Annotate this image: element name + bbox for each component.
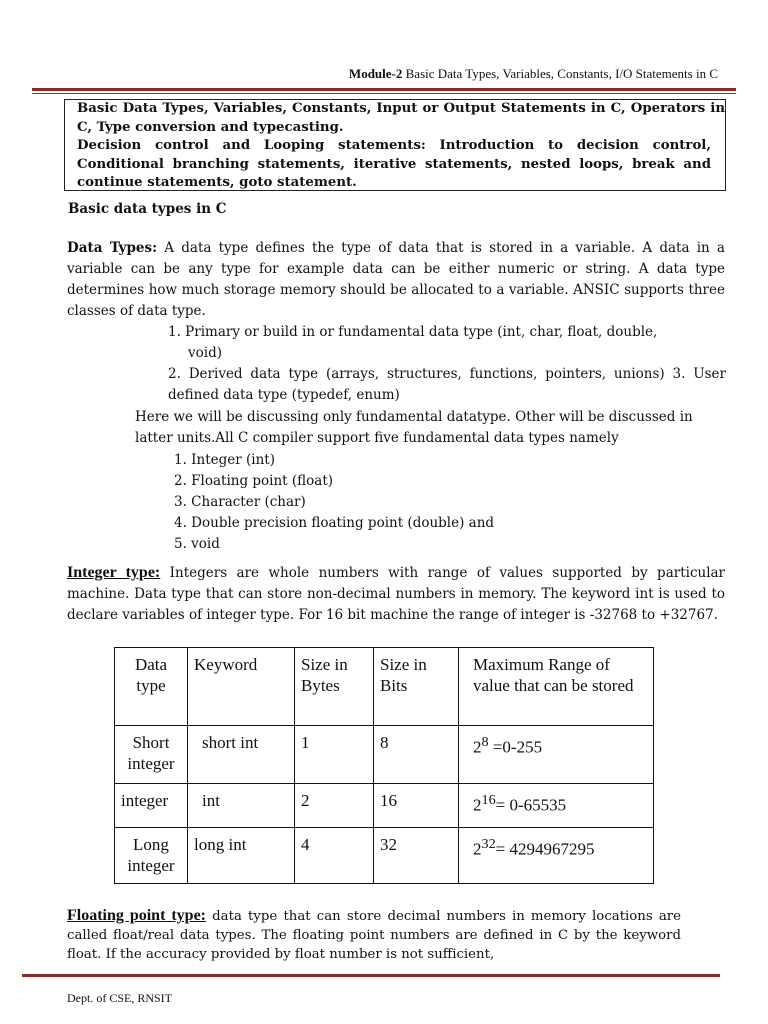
range-exponent: 16 [481,792,496,808]
floating-type-label: Floating point type: [67,907,206,924]
syllabus-line-2: Decision control and Looping statements: Introduction to decision control, Conditional branching statements, iterative statements, nested loops, break and continue statements, goto statement. [77,138,711,190]
range-base: 2 [473,795,482,815]
cell-range [459,726,654,784]
range-exponent: 32 [481,836,496,852]
range-value: =0-255 [488,737,543,757]
cell-type: integer [115,784,188,828]
header-cell: Maximum Range of value that can be stored [459,648,654,726]
data-types-label: Data Types: [67,240,158,256]
integer-types-table [114,647,654,884]
page-header [349,66,718,82]
module-title: Basic Data Types, Variables, Constants, I/O Statements in C [405,66,718,81]
syllabus-line-1: Basic Data Types, Variables, Constants, Input or Output Statements in C, Operators in C, Type conversion and typecasting. [77,101,725,135]
cell-bits: 16 [374,784,459,828]
footer-rule [22,974,720,977]
fundamental-list [174,450,494,555]
cell-keyword: int [188,784,295,828]
header-cell: Size in Bytes [295,648,374,726]
cell-range [459,784,654,828]
range-value: = 0-65535 [495,795,567,815]
range-base: 2 [473,737,482,757]
data-types-text: A data type defines the type of data that is stored in a variable. A data in a variable can be any type for example data can be either numeric or string. A data type determines how much storage memory should be allocated to a variable. ANSIC supports three classes of data type. [67,240,725,319]
table-row [115,784,654,828]
cell-bits: 32 [374,828,459,884]
cell-bits: 8 [374,726,459,784]
floating-type-text: data type that can store decimal numbers in memory locations are called float/real data types. The floating point numbers are defined in C by the keyword float. If the accuracy provided by float number is not sufficient, [67,909,681,962]
list-item: 4. Double precision floating point (double) and [174,515,495,531]
list-item: 3. Character (char) [174,494,306,510]
cell-keyword: short int [188,726,295,784]
floating-type-paragraph [67,906,681,964]
cell-bytes: 4 [295,828,374,884]
page-footer: Dept. of CSE, RNSIT [67,991,172,1005]
class-1-line-a: 1. Primary or build in or fundamental data type (int, char, float, double, [168,324,658,340]
cell-range [459,828,654,884]
cell-bytes: 2 [295,784,374,828]
header-cell: Data type [115,648,188,726]
class-1-line-b: void) [188,345,222,361]
fundamental-intro: Here we will be discussing only fundamental datatype. Other will be discussed in latter units.All C compiler support five fundamental data types namely [135,409,693,446]
header-rule-thick [32,88,736,91]
list-item: 2. Floating point (float) [174,473,334,489]
data-types-paragraph [67,238,725,322]
range-value: = 4294967295 [495,839,595,859]
list-item: 5. void [174,536,220,552]
header-rule-thin [32,93,736,94]
table-row [115,726,654,784]
data-type-classes [168,322,726,406]
table-row [115,828,654,884]
range-exponent: 8 [481,734,489,750]
list-item: 1. Integer (int) [174,452,275,468]
cell-type: Short integer [115,726,188,784]
integer-type-text: Integers are whole numbers with range of values supported by particular machine. Data type that can store non-decimal numbers in memory. The keyword int is used to declare variables of integer type. For 16 bit machine the range of integer is -32768 to +32767. [67,565,726,623]
integer-type-label: Integer type: [67,564,161,581]
syllabus-box [64,99,726,191]
section-heading: Basic data types in C [68,201,227,217]
cell-type: Long integer [115,828,188,884]
module-label: Module-2 [348,66,403,81]
table-header-row [115,648,654,726]
header-cell: Size in Bits [374,648,459,726]
cell-bytes: 1 [295,726,374,784]
cell-keyword: long int [188,828,295,884]
class-2-and-3: 2. Derived data type (arrays, structures, functions, pointers, unions) 3. User defined data type (typedef, enum) [168,366,726,403]
range-base: 2 [473,839,482,859]
integer-type-paragraph [67,562,725,626]
header-cell: Keyword [188,648,295,726]
